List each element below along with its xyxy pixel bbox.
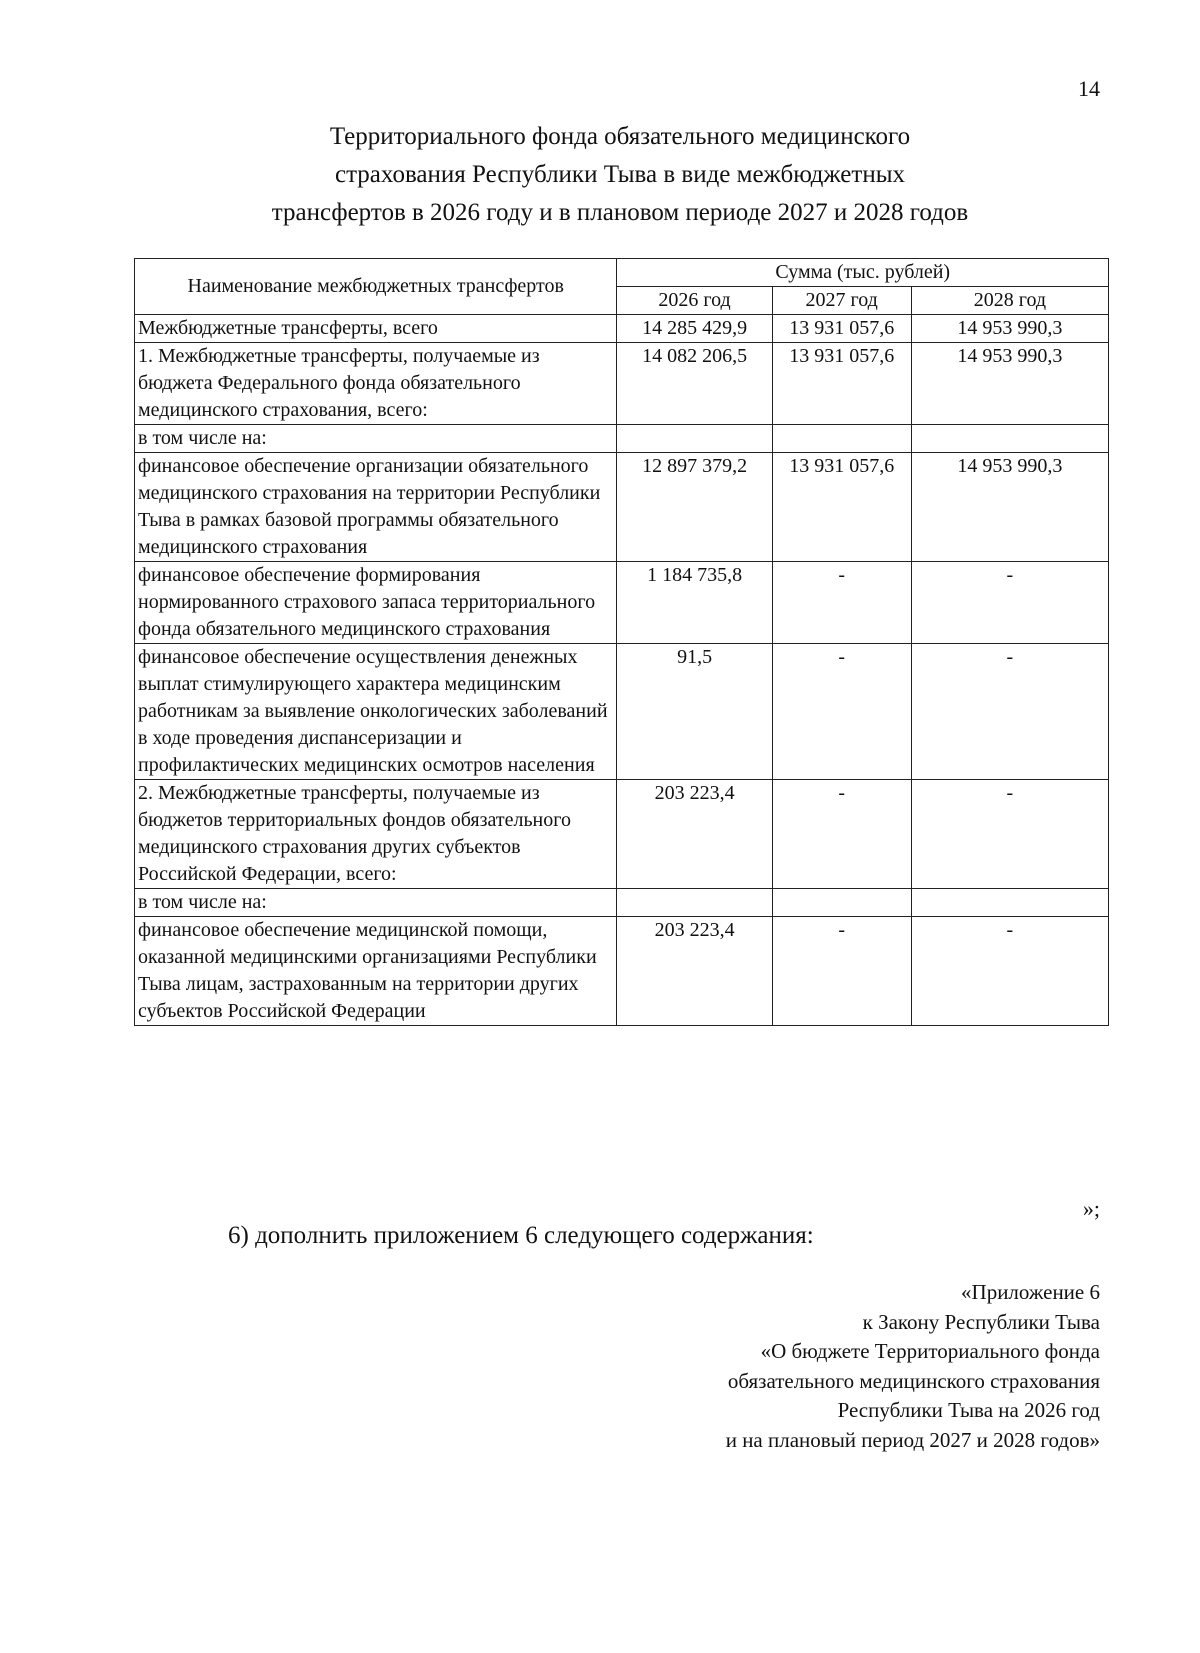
row-name-cell: 2. Межбюджетные трансферты, получаемые из бюджетов территориальных фондов обязательного медицинского страхования других субъектов Российской Федерации, всего: xyxy=(135,780,617,889)
value-2027-cell: 13 931 057,6 xyxy=(772,315,911,343)
row-name-cell: финансовое обеспечение организации обязательного медицинского страхования на территории Республики Тыва в рамках базовой программы обязательного медицинского страхования xyxy=(135,453,617,562)
value-2028-cell: 14 953 990,3 xyxy=(911,453,1108,562)
appendix-line: обязательного медицинского страхования xyxy=(727,1368,1100,1393)
appendix-line: и на плановый период 2027 и 2028 годов» xyxy=(725,1427,1100,1452)
value-2026-cell: 14 082 206,5 xyxy=(617,343,772,425)
value-2026-cell: 12 897 379,2 xyxy=(617,453,772,562)
appendix-heading xyxy=(500,1278,1100,1455)
value-2028-cell: 14 953 990,3 xyxy=(911,315,1108,343)
value-2027-cell: - xyxy=(772,644,911,780)
title-line: страхования Республики Тыва в виде межбюджетных xyxy=(334,161,905,188)
table-row xyxy=(135,644,1109,780)
appendix-line: к Закону Республики Тыва xyxy=(862,1309,1100,1334)
transfers-table xyxy=(134,258,1109,1026)
header-year-2026: 2026 год xyxy=(617,287,772,315)
table-row xyxy=(135,315,1109,343)
value-2028-cell xyxy=(911,425,1108,453)
value-2026-cell: 14 285 429,9 xyxy=(617,315,772,343)
table-row xyxy=(135,343,1109,425)
table-row xyxy=(135,425,1109,453)
amendment-instruction: 6) дополнить приложением 6 следующего содержания: xyxy=(228,1222,814,1249)
value-2027-cell: 13 931 057,6 xyxy=(772,343,911,425)
header-sum-cell: Сумма (тыс. рублей) xyxy=(617,259,1109,287)
table-row xyxy=(135,562,1109,644)
value-2027-cell: 13 931 057,6 xyxy=(772,453,911,562)
value-2026-cell: 1 184 735,8 xyxy=(617,562,772,644)
value-2027-cell: - xyxy=(772,780,911,889)
value-2026-cell: 91,5 xyxy=(617,644,772,780)
table-header-row xyxy=(135,259,1109,287)
appendix-line: Республики Тыва на 2026 год xyxy=(837,1398,1100,1422)
header-name-cell: Наименование межбюджетных трансфертов xyxy=(135,259,617,315)
document-title xyxy=(220,118,1020,232)
value-2026-cell: 203 223,4 xyxy=(617,780,772,889)
value-2027-cell: - xyxy=(772,562,911,644)
title-line: Территориального фонда обязательного медицинского xyxy=(329,123,911,150)
row-name-cell: в том числе на: xyxy=(135,425,617,453)
value-2027-cell xyxy=(772,425,911,453)
value-2028-cell: - xyxy=(911,917,1108,1026)
row-name-cell: Межбюджетные трансферты, всего xyxy=(135,315,617,343)
closing-quote: »; xyxy=(1082,1196,1100,1221)
row-name-cell: 1. Межбюджетные трансферты, получаемые из бюджета Федерального фонда обязательного медицинского страхования, всего: xyxy=(135,343,617,425)
value-2028-cell: 14 953 990,3 xyxy=(911,343,1108,425)
value-2026-cell xyxy=(617,889,772,917)
value-2028-cell: - xyxy=(911,644,1108,780)
table-row xyxy=(135,917,1109,1026)
appendix-line: «О бюджете Территориального фонда xyxy=(760,1339,1100,1363)
value-2028-cell: - xyxy=(911,562,1108,644)
row-name-cell: финансовое обеспечение медицинской помощи, оказанной медицинскими организациями Республики Тыва лицам, застрахованным на территории других субъектов Российской Федерации xyxy=(135,917,617,1026)
table-row xyxy=(135,780,1109,889)
value-2026-cell: 203 223,4 xyxy=(617,917,772,1026)
value-2028-cell: - xyxy=(911,780,1108,889)
value-2027-cell xyxy=(772,889,911,917)
title-line: трансфертов в 2026 году и в плановом периоде 2027 и 2028 годов xyxy=(271,199,969,226)
page-number: 14 xyxy=(1078,76,1100,101)
table-row xyxy=(135,889,1109,917)
value-2027-cell: - xyxy=(772,917,911,1026)
table-row xyxy=(135,453,1109,562)
row-name-cell: финансовое обеспечение формирования нормированного страхового запаса территориального фонда обязательного медицинского страхования xyxy=(135,562,617,644)
value-2026-cell xyxy=(617,425,772,453)
header-year-2028: 2028 год xyxy=(911,287,1108,315)
appendix-line: «Приложение 6 xyxy=(961,1280,1100,1304)
row-name-cell: финансовое обеспечение осуществления денежных выплат стимулирующего характера медицинским работникам за выявление онкологических заболеваний в ходе проведения диспансеризации и профилактических медицинских осмотров населения xyxy=(135,644,617,780)
header-year-2027: 2027 год xyxy=(772,287,911,315)
value-2028-cell xyxy=(911,889,1108,917)
row-name-cell: в том числе на: xyxy=(135,889,617,917)
